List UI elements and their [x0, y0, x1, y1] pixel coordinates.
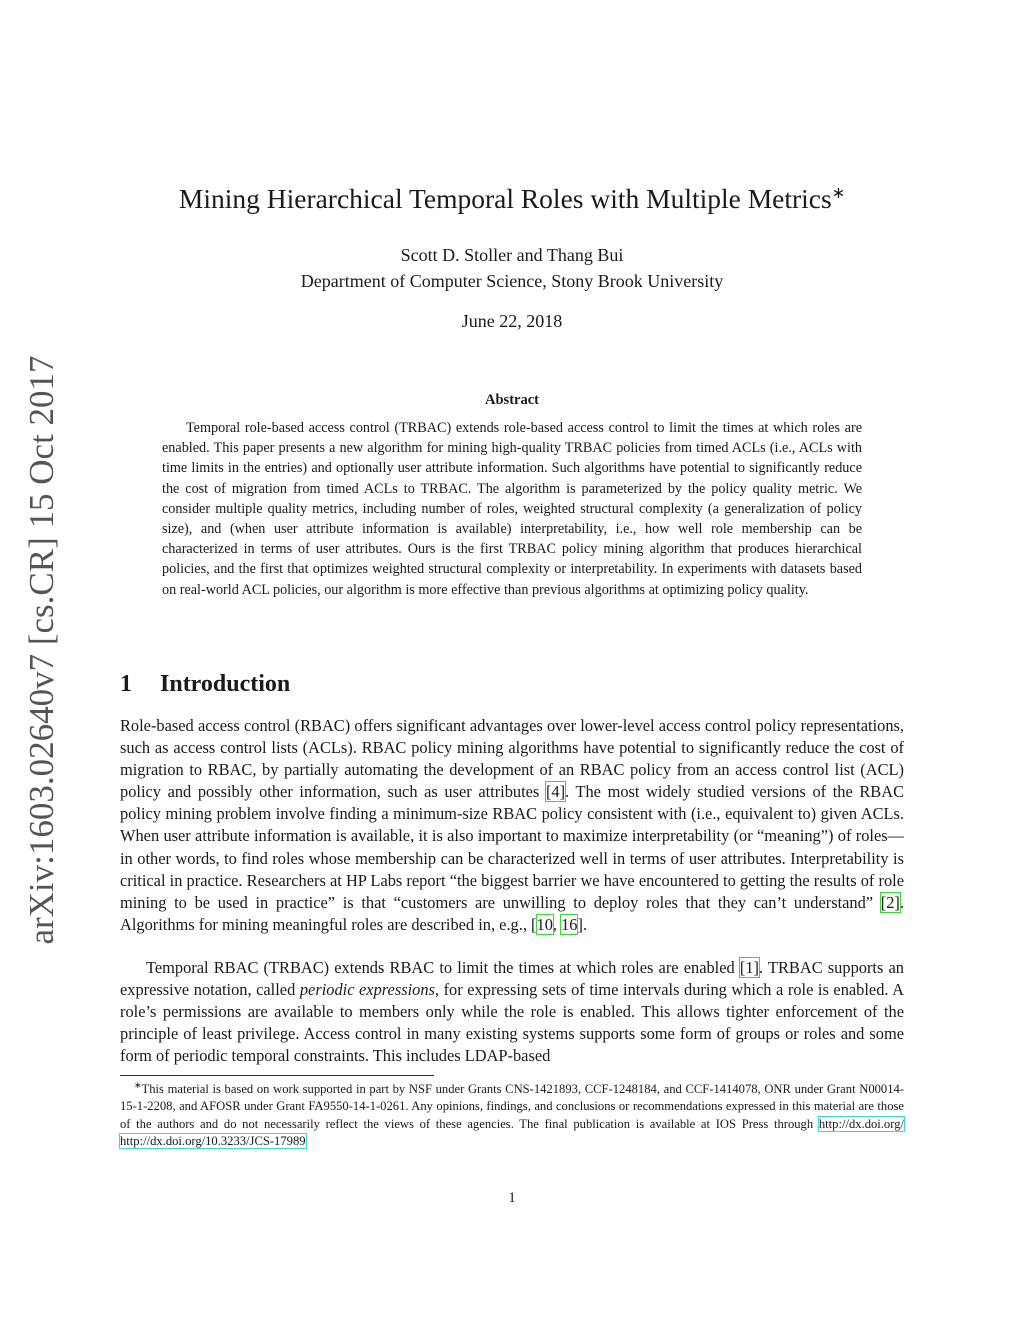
intro-paragraph-2	[120, 957, 904, 1067]
citation-link[interactable]: [2]	[880, 892, 900, 912]
intro-p1-text-4: ].	[577, 914, 588, 934]
section-heading-introduction	[120, 671, 290, 698]
page-number: 1	[508, 1190, 516, 1206]
intro-p1-text-3: . Algorithms for mining meaningful roles are described in, e.g., [	[120, 892, 904, 934]
footnote-divider	[120, 1075, 434, 1076]
intro-p2-text-1: Temporal RBAC (TRBAC) extends RBAC to limit the times at which roles are enabled	[146, 958, 740, 977]
citation-link[interactable]: [4]	[545, 782, 566, 802]
intro-p2-text-2: . TRBAC supports an expressive notation, called	[120, 958, 904, 1000]
section-title: Introduction	[160, 671, 291, 697]
arxiv-identifier-stamp: arXiv:1603.02640v7 [cs.CR] 15 Oct 2017	[22, 355, 61, 945]
footnote	[120, 1077, 904, 1150]
doi-link-full[interactable]: http://dx.doi.org/10.3233/JCS-17989	[120, 1134, 306, 1149]
intro-p2-text-3: , for expressing sets of time intervals during which a role is enabled. A role’s permissions are available to members only while the role is enabled. This allows tighter enforcement of the principle of least privilege. Access control in many existing systems supports some form of groups or roles and some form of periodic temporal constraints. This includes LDAP-based	[120, 980, 904, 1066]
intro-paragraph-1	[120, 715, 904, 936]
authors: Scott D. Stoller and Thang Bui	[400, 245, 624, 265]
abstract-text: Temporal role-based access control (TRBAC) extends role-based access control to limit the times at which roles are enabled. This paper presents a new algorithm for mining high-quality TRBAC policies from timed ACLs (i.e., ACLs with time limits in the entries) and optionally user attribute information. Such algorithms have potential to significantly reduce the cost of migration from timed ACLs to TRBAC. The algorithm is parameterized by the policy quality metric. We consider multiple quality metrics, including number of roles, weighted structural complexity (a generalization of policy size), and (when user attribute information is available) interpretability, i.e., how well role membership can be characterized in terms of user attributes. Ours is the first TRBAC policy mining algorithm that produces hierarchical policies, and the first that optimizes weighted structural complexity or interpretability. In experiments with datasets based on real-world ACL policies, our algorithm is more effective than previous algorithms at optimizing policy quality.	[162, 420, 862, 598]
paper-title	[0, 183, 1024, 215]
intro-p1-text-2: . The most widely studied versions of the RBAC policy mining problem involve finding a minimum-size RBAC policy consistent with (i.e., equivalent to) given ACLs. When user attribute information is available, it is also important to maximize interpretability (or “meaning”) of roles—in other words, to find roles whose membership can be characterized well in terms of user attributes. Interpretability is critical in practice. Researchers at HP Labs report “the biggest barrier we have encountered to getting the results of role mining to be used in practice” is that “customers are unwilling to deploy roles that they can’t understand”	[120, 782, 904, 912]
intro-p1-text-1: Role-based access control (RBAC) offers significant advantages over lower-level access control policy representations, such as access control lists (ACLs). RBAC policy mining algorithms have potential to significantly reduce the cost of migration to RBAC, by partially automating the development of an RBAC policy from an access control list (ACL) policy and possibly other information, such as user attributes	[120, 716, 904, 802]
abstract-heading: Abstract	[485, 392, 539, 408]
citation-link[interactable]: 16	[561, 914, 578, 934]
footnote-text: This material is based on work supported in part by NSF under Grants CNS-1421893, CCF-1248184, and CCF-1414078, ONR under Grant N00014-15-1-2208, and AFOSR under Grant FA9550-14-1-0261. Any opinions, findings, and conclusions or recommendations expressed in this material are those of the authors and do not necessarily reflect the views of these agencies. The final publication is available at IOS Press through	[120, 1082, 904, 1131]
affiliation: Department of Computer Science, Stony Brook University	[300, 271, 724, 291]
citation-separator: ,	[552, 914, 562, 934]
publication-date: June 22, 2018	[461, 311, 563, 331]
citation-link[interactable]: 10	[536, 914, 553, 934]
title-footnote-mark: ∗	[831, 185, 846, 202]
doi-link[interactable]: http://dx.doi.org/	[818, 1116, 904, 1131]
paper-title-text: Mining Hierarchical Temporal Roles with Multiple Metrics	[178, 183, 832, 215]
section-number: 1	[120, 671, 132, 697]
emphasis-periodic-expressions: periodic expressions	[299, 980, 435, 1000]
citation-link[interactable]: [1]	[739, 958, 759, 977]
footnote-mark: ∗	[134, 1080, 142, 1090]
